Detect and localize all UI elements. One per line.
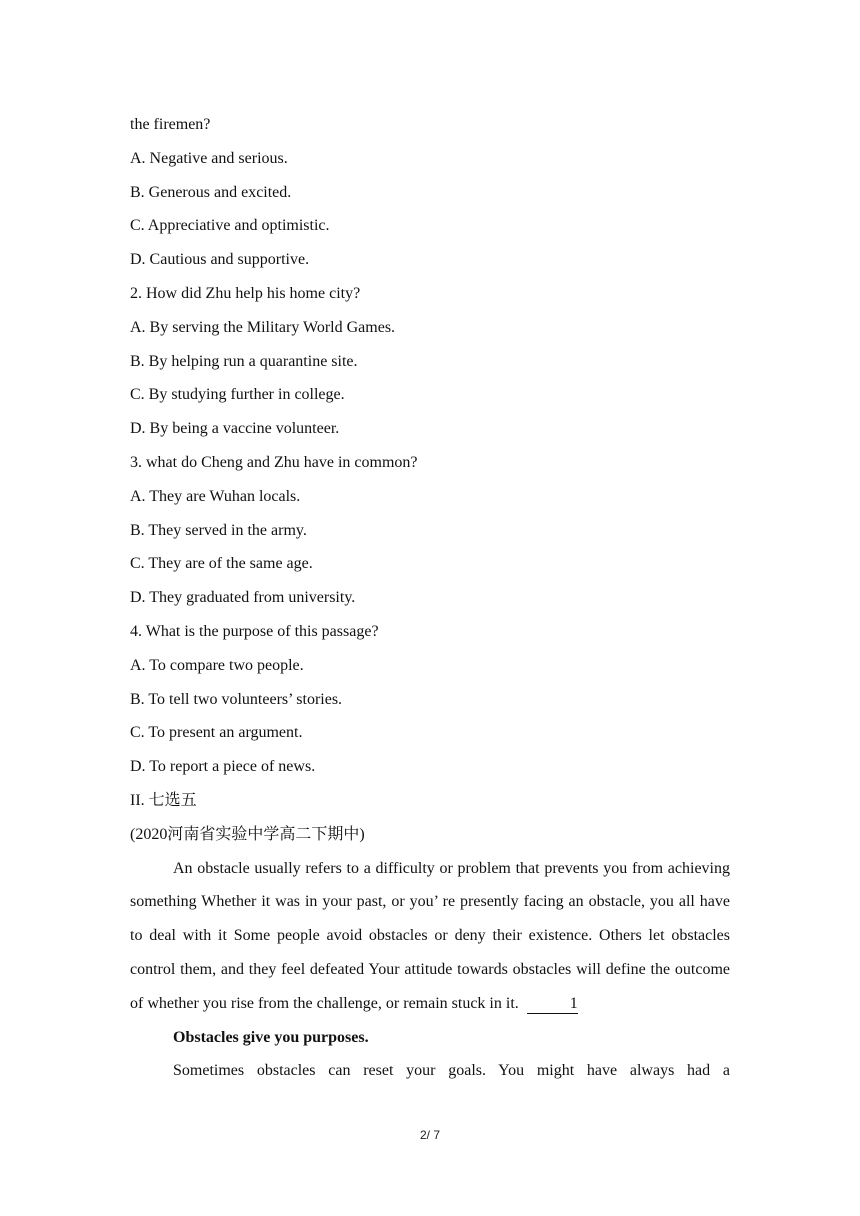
option-d: D. Cautious and supportive. (130, 251, 310, 269)
option-c: C. They are of the same age. (130, 555, 313, 573)
question-2: 2. How did Zhu help his home city? (130, 284, 361, 302)
question-3: 3. what do Cheng and Zhu have in common? (130, 453, 418, 471)
answer-blank-1[interactable]: 1 (527, 995, 578, 1014)
option-a: A. By serving the Military World Games. (130, 318, 396, 336)
text-line: the firemen? (130, 116, 211, 133)
page-number: 2/ 7 (419, 1128, 440, 1142)
option-c: C. To present an argument. (130, 724, 303, 742)
option-b: B. Generous and excited. (130, 183, 292, 201)
question-4: 4. What is the purpose of this passage? (130, 622, 379, 640)
source-note: (2020河南省实验中学高二下期中) (130, 825, 365, 843)
option-c: C. By studying further in college. (130, 386, 345, 404)
option-d: D. They graduated from university. (130, 589, 356, 607)
option-a: A. They are Wuhan locals. (130, 487, 301, 505)
document-page (130, 108, 730, 1088)
option-b: B. They served in the army. (130, 521, 307, 539)
option-c: C. Appreciative and optimistic. (130, 217, 330, 235)
passage-paragraph-1 (130, 852, 730, 1021)
passage-paragraph-2: Sometimes obstacles can reset your goals. You might have always had a (173, 1062, 730, 1080)
option-b: B. By helping run a quarantine site. (130, 352, 358, 370)
section-heading: II. 七选五 (130, 791, 197, 809)
option-d: D. By being a vaccine volunteer. (130, 420, 340, 438)
option-a: A. Negative and serious. (130, 149, 288, 167)
passage-heading: Obstacles give you purposes. (173, 1028, 369, 1046)
option-d: D. To report a piece of news. (130, 758, 316, 776)
option-b: B. To tell two volunteers’ stories. (130, 690, 343, 708)
paragraph-1-text: An obstacle usually refers to a difficulty or problem that prevents you from achieving something Whether it was in your past, or you’ re presently facing an obstacle, you all have to deal with it Some people avoid obstacles or deny their existence. Others let obstacles control them, and they feel defeated Your attitude towards obstacles will define the outcome of whether you rise from the challenge, or remain stuck in it. (130, 859, 730, 1012)
option-a: A. To compare two people. (130, 656, 304, 674)
